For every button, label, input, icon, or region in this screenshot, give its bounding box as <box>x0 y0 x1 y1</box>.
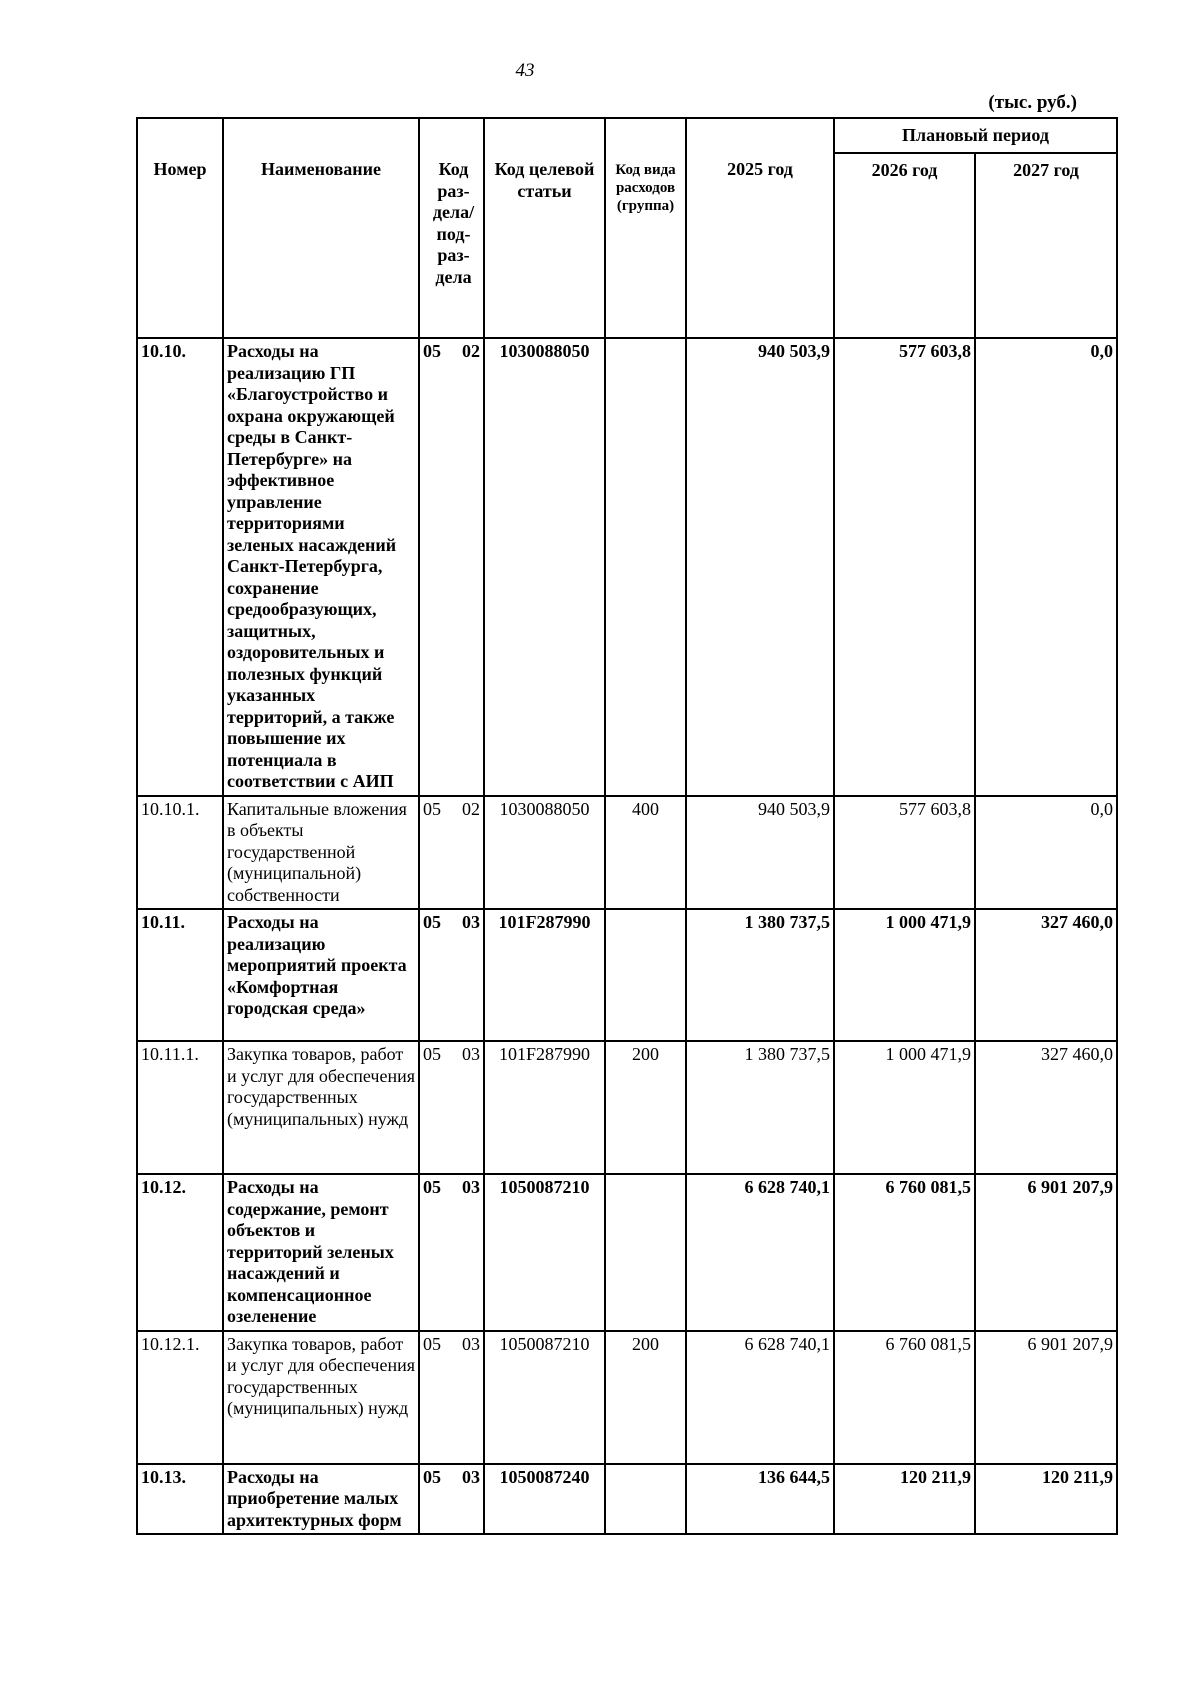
row-2026: 6 760 081,5 <box>834 1174 975 1331</box>
row-number: 10.11.1. <box>137 1041 223 1174</box>
section-code: 05 <box>423 1333 441 1354</box>
row-expense-type <box>605 1174 686 1331</box>
row-number: 10.10. <box>137 338 223 796</box>
row-target-code: 1050087240 <box>484 1464 605 1535</box>
header-expense-type: Код вида расходов (группа) <box>605 118 686 338</box>
page-number: 43 <box>515 60 535 81</box>
row-name: Расходы на реализацию ГП «Благоустройство и охрана окружающей среды в Санкт-Петербурге» на эффективное управление территориями зеленых насаждений Санкт-Петербурга, сохранение средообразующих, защитных, оздоровительных и полезных функций указанных территорий, а также повышение их потенциала в соответствии с АИП <box>223 338 419 796</box>
header-2026: 2026 год <box>834 153 975 338</box>
subsection-code: 02 <box>462 798 480 819</box>
row-2027: 120 211,9 <box>975 1464 1117 1535</box>
section-code: 05 <box>423 798 441 819</box>
row-2025: 940 503,9 <box>686 796 834 910</box>
row-section-code <box>419 1331 484 1464</box>
row-expense-type <box>605 1464 686 1535</box>
budget-table <box>136 117 1118 1535</box>
subsection-code: 03 <box>462 1177 480 1197</box>
row-2025: 940 503,9 <box>686 338 834 796</box>
row-section-code <box>419 338 484 796</box>
table-row <box>137 1041 1117 1174</box>
table-row <box>137 796 1117 910</box>
header-section-code: Код раз-дела/ под-раз-дела <box>419 118 484 338</box>
row-2026: 120 211,9 <box>834 1464 975 1535</box>
row-2025: 6 628 740,1 <box>686 1331 834 1464</box>
section-code: 05 <box>423 912 441 932</box>
row-expense-type: 200 <box>605 1331 686 1464</box>
units-label: (тыс. руб.) <box>988 92 1077 113</box>
table-row <box>137 338 1117 796</box>
row-expense-type <box>605 338 686 796</box>
section-code: 05 <box>423 1177 441 1197</box>
row-section-code <box>419 909 484 1041</box>
row-target-code: 101F287990 <box>484 1041 605 1174</box>
row-2027: 6 901 207,9 <box>975 1174 1117 1331</box>
row-section-code <box>419 1174 484 1331</box>
row-section-code <box>419 1464 484 1535</box>
subsection-code: 02 <box>462 341 480 361</box>
header-name: Наименование <box>223 118 419 338</box>
row-expense-type <box>605 909 686 1041</box>
header-number: Номер <box>137 118 223 338</box>
row-2025: 136 644,5 <box>686 1464 834 1535</box>
row-number: 10.12. <box>137 1174 223 1331</box>
row-number: 10.11. <box>137 909 223 1041</box>
table-row <box>137 1464 1117 1535</box>
row-2027: 327 460,0 <box>975 909 1117 1041</box>
subsection-code: 03 <box>462 1333 480 1354</box>
row-2027: 327 460,0 <box>975 1041 1117 1174</box>
row-2026: 577 603,8 <box>834 796 975 910</box>
header-planned-period: Плановый период <box>834 118 1117 153</box>
row-2025: 1 380 737,5 <box>686 909 834 1041</box>
row-2027: 0,0 <box>975 796 1117 910</box>
row-2025: 6 628 740,1 <box>686 1174 834 1331</box>
row-2027: 6 901 207,9 <box>975 1331 1117 1464</box>
subsection-code: 03 <box>462 1044 480 1064</box>
row-target-code: 1030088050 <box>484 796 605 910</box>
row-section-code <box>419 1041 484 1174</box>
header-2027: 2027 год <box>975 153 1117 338</box>
row-name: Закупка товаров, работ и услуг для обеспечения государственных (муниципальных) нужд <box>223 1331 419 1464</box>
section-code: 05 <box>423 341 441 361</box>
row-target-code: 1050087210 <box>484 1174 605 1331</box>
row-target-code: 101F287990 <box>484 909 605 1041</box>
row-2026: 1 000 471,9 <box>834 909 975 1041</box>
row-2027: 0,0 <box>975 338 1117 796</box>
header-target-code: Код целевой статьи <box>484 118 605 338</box>
header-2025: 2025 год <box>686 118 834 338</box>
row-expense-type: 200 <box>605 1041 686 1174</box>
row-target-code: 1050087210 <box>484 1331 605 1464</box>
row-number: 10.12.1. <box>137 1331 223 1464</box>
section-code: 05 <box>423 1044 441 1064</box>
row-expense-type: 400 <box>605 796 686 910</box>
row-name: Расходы на реализацию мероприятий проекта «Комфортная городская среда» <box>223 909 419 1041</box>
table-row <box>137 1174 1117 1331</box>
table-row <box>137 909 1117 1041</box>
table-row <box>137 1331 1117 1464</box>
row-2026: 1 000 471,9 <box>834 1041 975 1174</box>
subsection-code: 03 <box>462 1466 480 1487</box>
row-number: 10.10.1. <box>137 796 223 910</box>
subsection-code: 03 <box>462 912 480 932</box>
row-name: Расходы на содержание, ремонт объектов и территорий зеленых насаждений и компенсационное озеленение <box>223 1174 419 1331</box>
row-name: Расходы на приобретение малых архитектурных форм <box>223 1464 419 1535</box>
row-2026: 6 760 081,5 <box>834 1331 975 1464</box>
row-section-code <box>419 796 484 910</box>
row-name: Капитальные вложения в объекты государственной (муниципальной) собственности <box>223 796 419 910</box>
section-code: 05 <box>423 1466 441 1487</box>
row-2025: 1 380 737,5 <box>686 1041 834 1174</box>
row-target-code: 1030088050 <box>484 338 605 796</box>
row-number: 10.13. <box>137 1464 223 1535</box>
row-2026: 577 603,8 <box>834 338 975 796</box>
row-name: Закупка товаров, работ и услуг для обеспечения государственных (муниципальных) нужд <box>223 1041 419 1174</box>
